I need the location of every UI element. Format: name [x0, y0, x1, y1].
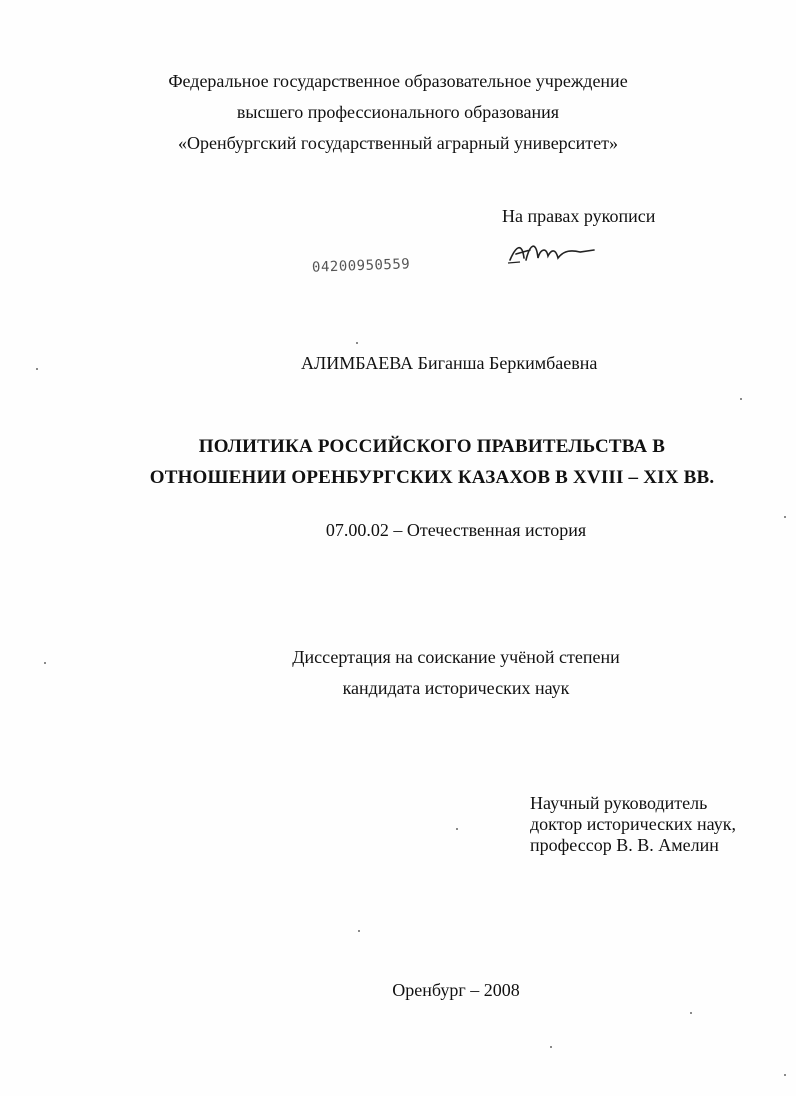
institution-line-2: высшего профессионального образования: [236, 102, 560, 122]
degree-line-2: кандидата исторических наук: [342, 678, 570, 698]
advisor-name: профессор В. В. Амелин: [530, 835, 719, 855]
scan-speck: [784, 516, 786, 518]
advisor-label: Научный руководитель: [530, 793, 708, 813]
scan-speck: [356, 342, 358, 344]
institution-line-1: Федеральное государственное образовательное учреждение: [168, 71, 628, 91]
handwritten-signature: [506, 236, 598, 268]
scan-speck: [44, 662, 46, 664]
library-stamp-number: 04200950559: [311, 256, 411, 276]
scan-speck: [690, 1012, 692, 1014]
title-line-2: ОТНОШЕНИИ ОРЕНБУРГСКИХ КАЗАХОВ В XVIII – XIX ВВ.: [149, 467, 715, 488]
scan-speck: [358, 930, 360, 932]
scan-speck: [550, 1046, 552, 1048]
scan-speck: [456, 828, 458, 830]
scan-speck: [36, 368, 38, 370]
city-year: Оренбург – 2008: [392, 980, 520, 1000]
author-name: АЛИМБАЕВА Биганша Беркимбаевна: [301, 353, 598, 373]
degree-line-1: Диссертация на соискание учёной степени: [292, 647, 620, 667]
advisor-degree: доктор исторических наук,: [530, 814, 736, 834]
scan-speck: [784, 1074, 786, 1076]
scan-speck: [740, 398, 742, 400]
title-line-1: ПОЛИТИКА РОССИЙСКОГО ПРАВИТЕЛЬСТВА В: [198, 436, 666, 457]
institution-line-3: «Оренбургский государственный аграрный университет»: [177, 133, 619, 153]
manuscript-rights-note: На правах рукописи: [502, 206, 656, 226]
specialty-code: 07.00.02 – Отечественная история: [325, 520, 587, 540]
